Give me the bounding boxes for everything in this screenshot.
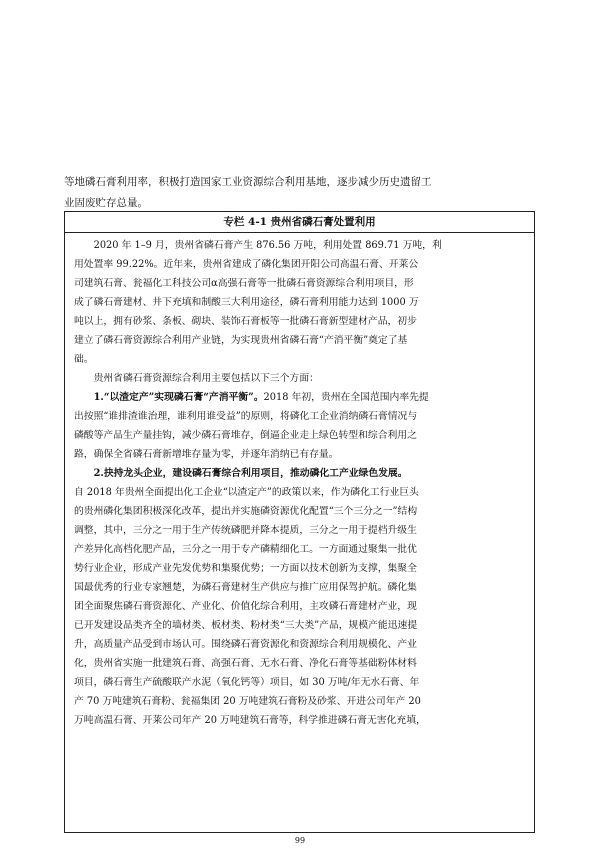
text-line: 万吨高温石膏、开莱公司年产 20 万吨建筑石膏等，科学推进磷石膏无害化充填，: [74, 715, 426, 726]
point-2-heading: 2.抉持龙头企业，建设磷石膏综合利用项目，推动磷化工产业绿色发展。: [93, 468, 408, 479]
sidebar-box: [64, 211, 535, 833]
intro-line-1: 等地磷石膏利用率，积极打造国家工业资源综合利用基地，逐步减少历史遗留工: [64, 176, 432, 188]
text-line: 项目，磷石膏生产硫酸联产水泥（氧化钙等）项目，如 30 万吨/年无水石膏、年: [74, 677, 420, 688]
text-line: 化，贵州省实施一批建筑石膏、高强石膏、无水石膏、净化石膏等基础粉体材料: [74, 658, 417, 669]
text-line: 升，高质量产品受到市场认可。围绕磷石膏资源化和资源综合利用规模化、产业: [74, 639, 417, 650]
text-line: 团全面聚焦磷石膏资源化、产业化、价值化综合利用，主攻磷石膏建材产业，现: [74, 601, 417, 612]
text-line: 础。: [74, 354, 94, 365]
text-line: 产差异化高档化肥产品，三分之一用于专产磷精细化工。一方面通过聚集一批优: [74, 544, 417, 555]
text-line: 路，确保全省磷石膏新增堆存量为零，并逐年消纳已有存量。: [74, 449, 339, 460]
text-line: 自 2018 年贵州全面提出化工企业“以渣定产”的政策以来，作为磷化工行业巨头: [74, 487, 419, 498]
text-line: 用处置率 99.22%。近年来，贵州省建成了磷化集团开阳公司高温石膏、开莱公: [74, 259, 419, 270]
page-number: 99: [294, 836, 306, 845]
text-line: 的贵州磷化集团积极深化改革，提出并实施磷资源优化配置“三个三分之一”结构: [74, 506, 418, 517]
text-line: 产 70 万吨建筑石膏粉、瓮福集团 20 万吨建筑石膏粉及砂浆、开进公司年产 20: [74, 696, 421, 707]
text-line: 国最优秀的行业专家翘楚，为磷石膏建材生产供应与推广应用保驾护航。磷化集: [74, 582, 417, 593]
text-line: 司建筑石膏、瓮福化工科技公司α高强石膏等一批磷石膏资源综合利用项目，形: [74, 278, 414, 289]
text-line: 2018 年初，贵州在全国范围内率先提: [263, 392, 429, 403]
text-line: 吨以上，拥有砂浆、条板、砌块、装饰石膏板等一批磷石膏新型建材产品，初步: [74, 316, 417, 327]
paragraph-point-1: [74, 388, 526, 464]
paragraph-point-2: [74, 464, 526, 730]
text-line: 建立了磷石膏资源综合利用产业链，为实现贵州省磷石膏“产消平衡”奠定了基: [74, 335, 408, 346]
text-line: 已开发建设品类齐全的墙材类、板材类、粉材类“三大类”产品，规模产能迅速提: [74, 620, 418, 631]
box-title: 专栏 4-1 贵州省磷石膏处置利用: [65, 212, 534, 233]
box-body: [65, 233, 534, 730]
text-line: 出按照“谁排渣谁治理，谁利用谁受益”的原则，将磷化工企业消纳磷石膏情况与: [74, 411, 418, 422]
text-line: 势行业企业，形成产业先发优势和集聚优势；一方面以技术创新为支撑，集聚全: [74, 563, 417, 574]
text-line: 2020 年 1–9 月，贵州省磷石膏产生 876.56 万吨，利用处置 869.71 万吨，利: [93, 240, 442, 251]
intro-line-2: 业固废贮存总量。: [64, 197, 148, 209]
text-line: 成了磷石膏建材、井下充填和制酸三大利用途径，磷石膏利用能力达到 1000 万: [74, 297, 419, 308]
paragraph-overview: 贵州省磷石膏资源综合利用主要包括以下三个方面：: [93, 373, 319, 384]
text-line: 调整，其中，三分之一用于生产传统磷肥并降本提质，三分之一用于提档升级生: [74, 525, 417, 536]
paragraph-statistics: [74, 236, 526, 369]
point-1-heading: 1.“以渣定产”实现磷石膏“产消平衡”。: [93, 392, 264, 403]
text-line: 磷酸等产品生产量挂钩，减少磷石膏堆存，倒逼企业走上绿色转型和综合利用之: [74, 430, 417, 441]
